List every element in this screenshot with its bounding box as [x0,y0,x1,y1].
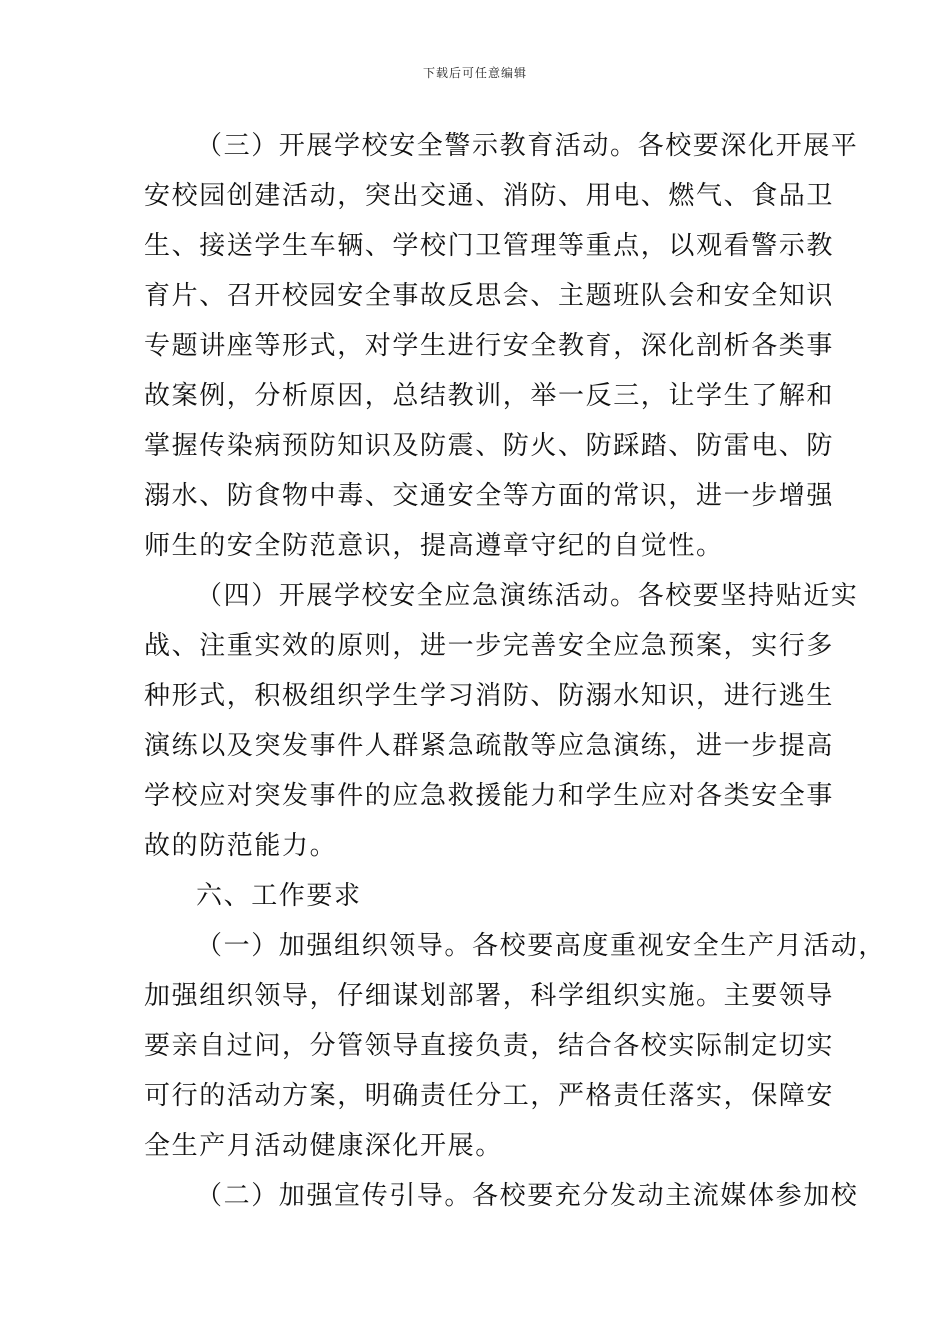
paragraph-line: 专题讲座等形式，对学生进行安全教育，深化剖析各类事 [144,331,835,361]
document-body [144,121,887,1221]
paragraph-line: 安校园创建活动，突出交通、消防、用电、燃气、食品卫 [144,181,835,211]
paragraph-line: 全生产月活动健康深化开展。 [144,1131,503,1161]
paragraph-line: 故案例，分析原因，总结教训，举一反三，让学生了解和 [144,381,835,411]
paragraph-line: 溺水、防食物中毒、交通安全等方面的常识，进一步增强 [144,481,835,511]
paragraph-line: 战、注重实效的原则，进一步完善安全应急预案，实行多 [144,631,835,661]
page-header: 下载后可任意编辑 [422,66,527,80]
paragraph-line: （四）开展学校安全应急演练活动。各校要坚持贴近实 [196,581,859,611]
paragraph-line: 种形式，积极组织学生学习消防、防溺水知识，进行逃生 [144,681,835,711]
section-heading: 六、工作要求 [196,881,362,911]
paragraph-line: 育片、召开校园安全事故反思会、主题班队会和安全知识 [144,281,835,311]
paragraph-line: 演练以及突发事件人群紧急疏散等应急演练，进一步提高 [144,731,835,761]
paragraph-line: 故的防范能力。 [144,831,338,861]
paragraph-line: （二）加强宣传引导。各校要充分发动主流媒体参加校 [196,1181,859,1211]
paragraph-line: 掌握传染病预防知识及防震、防火、防踩踏、防雷电、防 [144,431,835,461]
paragraph-line: 生、接送学生车辆、学校门卫管理等重点，以观看警示教 [144,231,835,261]
paragraph-line: 可行的活动方案，明确责任分工，严格责任落实，保障安 [144,1081,835,1111]
paragraph-line: （三）开展学校安全警示教育活动。各校要深化开展平 [196,131,859,161]
paragraph-line: 师生的安全防范意识，提高遵章守纪的自觉性。 [144,531,724,561]
paragraph-line: 学校应对突发事件的应急救援能力和学生应对各类安全事 [144,781,835,811]
paragraph-line: 要亲自过问，分管领导直接负责，结合各校实际制定切实 [144,1031,835,1061]
paragraph-line: （一）加强组织领导。各校要高度重视安全生产月活动， [196,931,887,961]
paragraph-line: 加强组织领导，仔细谋划部署，科学组织实施。主要领导 [144,981,835,1011]
